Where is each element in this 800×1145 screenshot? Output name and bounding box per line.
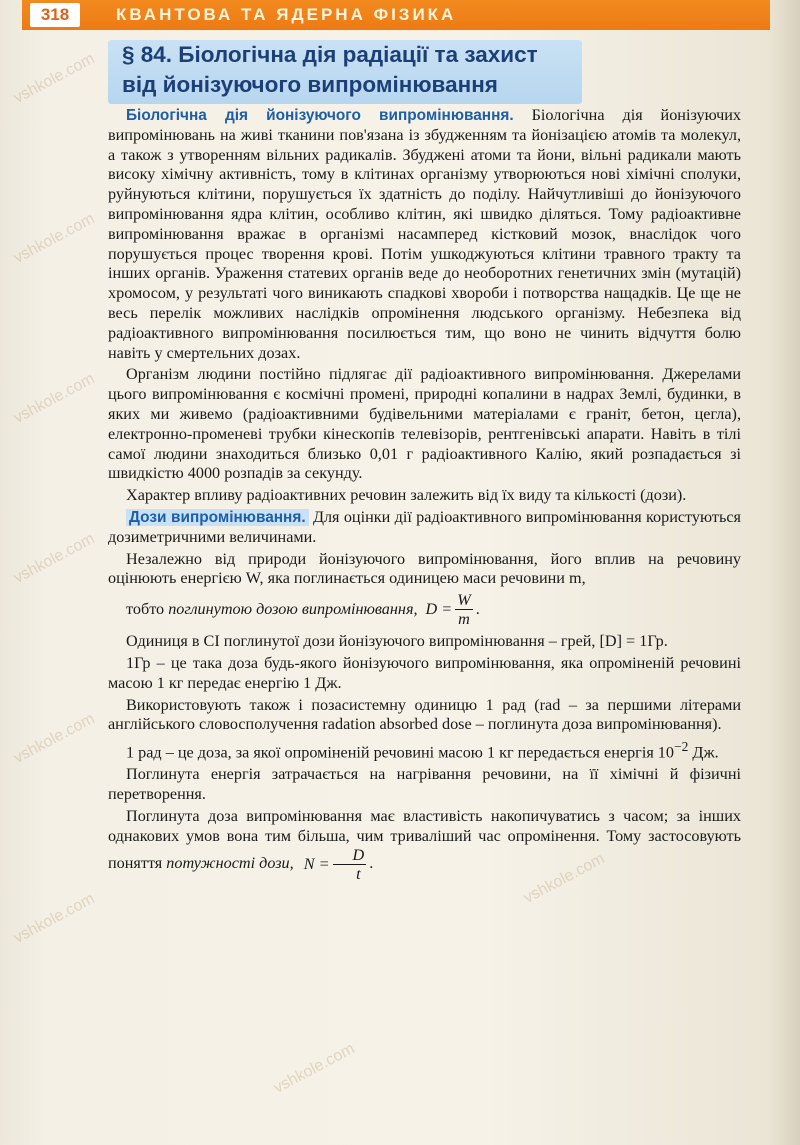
formula-2-lhs: N =: [303, 854, 330, 873]
paragraph-10: Поглинута енергія затрачається на нагрівання речовини, на її хімічні й фізичні перетворення.: [108, 765, 741, 804]
absorbed-dose-formula-line: [108, 591, 741, 628]
paragraph-9-end: Дж.: [688, 743, 719, 762]
page-number: 318: [30, 3, 80, 27]
paragraph-4-text: Для оцінки дії радіоактивного випромінювання користуються дозиметричними величинами.: [108, 507, 741, 546]
absorbed-dose-term: поглинутою дозою випромінювання,: [168, 599, 418, 618]
paragraph-11: [108, 807, 741, 884]
paragraph-1-text: Біологічна дія йонізуючих випромінювань на живі тканини пов'язана із збудженням та йонізацією атомів та молекул, а також з утворенням вільних радикалів. Збуджені атоми та йони, вільні радикали мають високу хімічну активність, тому в клітинах організму утворюються нові хімічні сполуки, руйнуються клітини, порушується їх здатність до поділу. Найчутливіші до йонізуючого випромінювання ядра клітин, особливо клітин, які швидко діляться. Тому радіоактивне випромінювання вражає в організмі насамперед кістковий мозок, внаслідок чого порушується процес творення крові. Потім ушкоджуються клітини травного тракту та інших органів. Ураження статевих органів веде до необоротних генетичних змін (мутацій) хромосом, у результаті чого виникають спадкові хвороби і потворства нащадків. Це ще не весь перелік можливих наслідків опромінення людського організму. Небезпека від радіоактивного випромінювання посилюється тим, що воно не чинить відчуття болю навіть у смертельних дозах.: [108, 106, 741, 362]
fraction-numerator: W: [457, 591, 471, 610]
paragraph-6: Одиниця в СІ поглинутої дози йонізуючого випромінювання – грей, [D] = 1Гр.: [126, 632, 668, 651]
section-title: [122, 40, 592, 100]
paragraph-9-text: 1 рад – це доза, за якої опроміненій речовині масою 1 кг передається енергія 10: [126, 743, 674, 762]
chapter-title: КВАНТОВА ТА ЯДЕРНА ФІЗИКА: [116, 5, 457, 24]
subheading-radiation-doses: Дози випромінювання.: [126, 509, 309, 526]
paragraph-9: [108, 737, 741, 763]
fraction-denominator: m: [458, 610, 470, 629]
paragraph-7: 1Гр – це така доза будь-якого йонізуючого випромінювання, яка опроміненій речовині масою 1 кг передає енергію 1 Дж.: [108, 653, 741, 692]
paragraph-4: [108, 508, 741, 548]
watermark: vshkole.com: [10, 890, 98, 947]
fraction-w-over-m: [455, 591, 472, 628]
paragraph-5: Незалежно від природи йонізуючого випромінювання, його вплив на речовину оцінюють енергією W, яка поглинається одиницею маси речовини m,: [108, 549, 741, 588]
fraction-2-numerator: D: [333, 846, 367, 865]
chapter-header: [22, 0, 770, 30]
formula-2-end: .: [369, 854, 374, 873]
watermark: vshkole.com: [10, 50, 98, 107]
exponent: −2: [674, 739, 689, 755]
paragraph-8: Використовують також і позасистемну одиницю 1 рад (rad – за першими літерами англійського словосполучення radation absorbed dose – поглинута доза випромінювання).: [108, 695, 741, 734]
watermark: vshkole.com: [10, 210, 98, 267]
watermark: vshkole.com: [10, 530, 98, 587]
formula-lhs: D =: [425, 599, 453, 618]
watermark: vshkole.com: [270, 1040, 358, 1097]
fraction-d-over-t: [333, 846, 367, 883]
main-content: [108, 106, 741, 885]
paragraph-1: [108, 106, 741, 363]
formula-prefix: тобто: [126, 599, 169, 618]
paragraph-11-text: Поглинута доза випромінювання має властивість накопичуватись з часом; за інших однакових умов вона тим більша, чим триваліший час опромінення. Тому застосовують поняття: [108, 806, 741, 873]
watermark: vshkole.com: [520, 850, 608, 907]
watermark: vshkole.com: [10, 710, 98, 767]
paragraph-2: Організм людини постійно підлягає дії радіоактивного випромінювання. Джерелами цього випромінювання є космічні промені, природні копалини в надрах Землі, будинки, в яких ми живемо (радіоактивними будівельними матеріалами є граніт, бетон, цегла), електронно-променеві трубки кінескопів телевізорів, рентгенівські апарати. Навіть в тілі самої людини знаходиться близько 0,01 г радіоактивного Калію, який розпадається зі швидкістю 4000 розпадів за секунду.: [108, 365, 741, 483]
section-title-line1: § 84. Біологічна дія радіації та захист: [122, 42, 538, 67]
fraction-2-denominator: t: [356, 865, 361, 884]
subheading-biological-effect: Біологічна дія йонізуючого випромінювання.: [126, 107, 514, 124]
paragraph-3: Характер впливу радіоактивних речовин залежить від їх виду та кількості (дози).: [126, 486, 687, 505]
formula-end: .: [475, 599, 480, 618]
dose-rate-term: потужності дози,: [166, 854, 294, 873]
section-title-line2: від йонізуючого випромінювання: [122, 72, 498, 97]
watermark: vshkole.com: [10, 370, 98, 427]
